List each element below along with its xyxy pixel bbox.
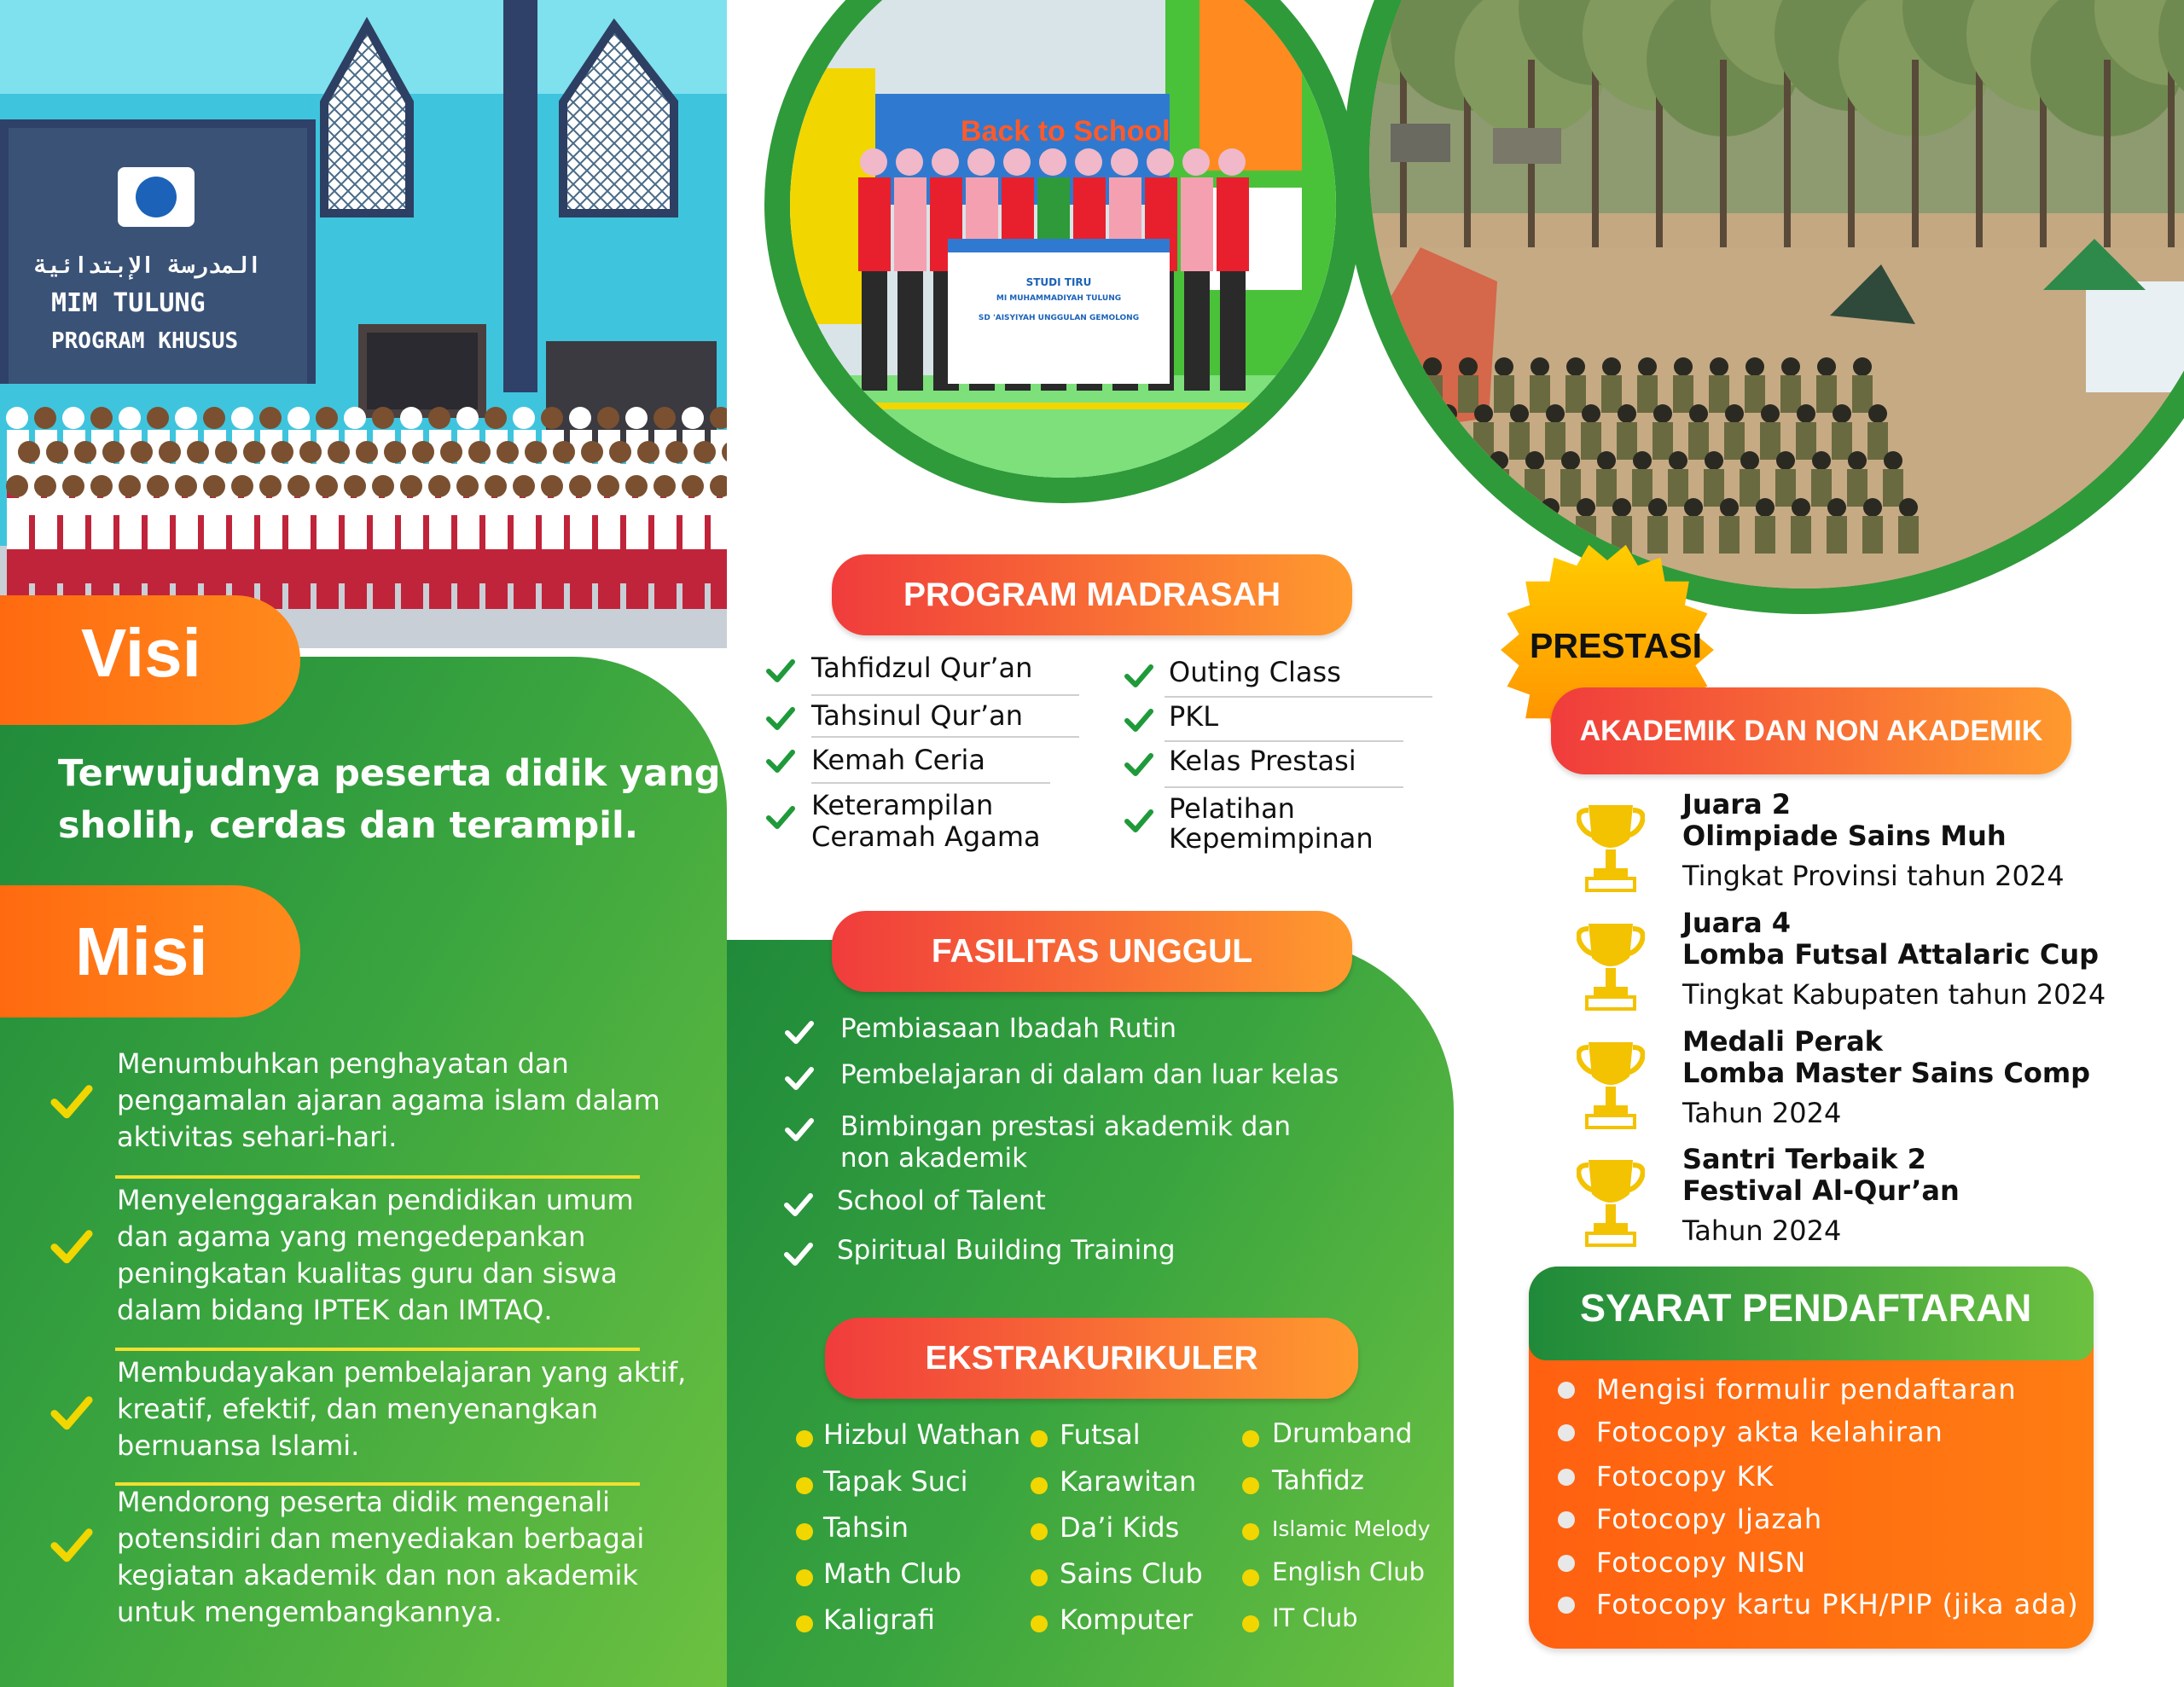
bullet-dot — [1031, 1569, 1048, 1586]
ekstrakurikuler-item: Tapak Suci — [823, 1465, 968, 1498]
bullet-dot — [1558, 1597, 1575, 1614]
trophy-icon — [1577, 800, 1645, 892]
trophy-icon — [1577, 1037, 1645, 1129]
banner-line-2: MI MUHAMMADIYAH TULUNG — [996, 294, 1122, 303]
ekstrakurikuler-item: Hizbul Wathan — [823, 1418, 1021, 1451]
bullet-dot — [1031, 1615, 1048, 1632]
prestasi-event: Lomba Futsal Attalaric Cup — [1682, 938, 2099, 971]
misi-item-line: Menyelenggarakan pendidikan umum — [117, 1184, 634, 1216]
program-check-icon — [1124, 704, 1154, 735]
prestasi-detail: Tahun 2024 — [1682, 1097, 1842, 1129]
program-check-icon — [765, 802, 796, 832]
svg-text:ﺍﻟﻤﺪﺭﺳﺔ ﺍﻹﺑﺘﺪﺍﺋﻴﺔ: ﺍﻟﻤﺪﺭﺳﺔ ﺍﻹﺑﺘﺪﺍﺋﻴﺔ — [34, 253, 262, 279]
ekstrakurikuler-item: Futsal — [1060, 1418, 1141, 1451]
school-photo-illustration — [0, 0, 727, 648]
fasilitas-check-icon — [784, 1063, 815, 1093]
misi-item-line: kreatif, efektif, dan menyenangkan — [117, 1393, 599, 1425]
trophy-icon — [1577, 1155, 1645, 1247]
prestasi-event: Olimpiade Sains Muh — [1682, 820, 2007, 852]
misi-item-line: Mendorong peserta didik mengenali — [117, 1486, 611, 1518]
program-check-icon — [1124, 805, 1154, 836]
misi-divider — [115, 1348, 640, 1351]
ekstrakurikuler-item: English Club — [1272, 1557, 1426, 1586]
program-item: PKL — [1169, 700, 1219, 733]
program-check-icon — [1124, 749, 1154, 780]
program-madrasah-header: PROGRAM MADRASAH — [832, 554, 1352, 635]
ekstrakurikuler-item: Komputer — [1060, 1603, 1194, 1636]
misi-item-line: peningkatan kualitas guru dan siswa — [117, 1257, 618, 1290]
syarat-item: Fotocopy NISN — [1596, 1546, 1807, 1579]
bullet-dot — [1558, 1555, 1575, 1572]
misi-item-line: kegiatan akademik dan non akademik — [117, 1559, 638, 1591]
program-divider — [1165, 696, 1432, 698]
school-photo — [0, 0, 727, 648]
program-item: Tahfidzul Qur’an — [811, 652, 1033, 684]
prestasi-event: Lomba Master Sains Comp — [1682, 1057, 2091, 1089]
fasilitas-check-icon — [784, 1017, 815, 1047]
misi-divider — [115, 1482, 640, 1486]
fasilitas-item: School of Talent — [837, 1186, 1046, 1216]
program-divider — [1165, 786, 1403, 788]
scout-camp-photo — [1369, 0, 2184, 588]
ekstrakurikuler-item: Islamic Melody — [1272, 1516, 1431, 1541]
misi-item-line: dalam bidang IPTEK dan IMTAQ. — [117, 1294, 553, 1326]
program-check-icon — [1124, 660, 1154, 691]
program-item: Kepemimpinan — [1169, 822, 1374, 855]
prestasi-title: Juara 4 — [1682, 907, 1792, 939]
program-item: Keterampilan — [811, 789, 994, 821]
prestasi-badge-label: PRESTASI — [1530, 626, 1702, 665]
fasilitas-item: Spiritual Building Training — [837, 1235, 1176, 1266]
misi-check-icon — [49, 1079, 94, 1123]
bullet-dot — [1242, 1430, 1259, 1447]
program-check-icon — [765, 745, 796, 776]
misi-item-line: pengamalan ajaran agama islam dalam — [117, 1084, 660, 1116]
bullet-dot — [1031, 1477, 1048, 1494]
ekstrakurikuler-item: Drumband — [1272, 1418, 1413, 1449]
misi-check-icon — [49, 1390, 94, 1435]
syarat-item: Fotocopy kartu PKH/PIP (jika ada) — [1596, 1588, 2079, 1620]
banner-line-1: STUDI TIRU — [1025, 276, 1092, 288]
bullet-dot — [1242, 1615, 1259, 1632]
syarat-title: SYARAT PENDAFTARAN — [1580, 1286, 2032, 1330]
prestasi-title: Medali Perak — [1682, 1025, 1883, 1058]
prestasi-title: Santri Terbaik 2 — [1682, 1143, 1926, 1175]
misi-item-line: aktivitas sehari-hari. — [117, 1121, 398, 1153]
program-divider — [811, 782, 1050, 784]
prestasi-title: Juara 2 — [1682, 788, 1792, 820]
ekstrakurikuler-item: Tahsin — [823, 1511, 909, 1544]
program-check-icon — [765, 703, 796, 733]
bullet-dot — [796, 1430, 813, 1447]
misi-item-line: bernuansa Islami. — [117, 1429, 360, 1462]
prestasi-detail: Tahun 2024 — [1682, 1215, 1842, 1247]
visi-text-line-2: sholih, cerdas dan terampil. — [58, 804, 639, 847]
visi-heading: Visi — [81, 615, 201, 691]
bullet-dot — [796, 1523, 813, 1540]
ekstrakurikuler-item: Kaligrafi — [823, 1603, 936, 1636]
prestasi-detail: Tingkat Provinsi tahun 2024 — [1682, 860, 2065, 892]
fasilitas-header: FASILITAS UNGGUL — [832, 911, 1352, 992]
bullet-dot — [1242, 1477, 1259, 1494]
bullet-dot — [1031, 1523, 1048, 1540]
bullet-dot — [1558, 1511, 1575, 1528]
program-item: Kemah Ceria — [811, 744, 985, 776]
misi-item-line: untuk mengembangkannya. — [117, 1596, 502, 1628]
bullet-dot — [1242, 1523, 1259, 1540]
program-item: Pelatihan — [1169, 792, 1295, 825]
misi-item-line: dan agama yang mengedepankan — [117, 1220, 586, 1253]
misi-heading: Misi — [75, 913, 208, 989]
program-divider — [811, 736, 1079, 738]
ekstrakurikuler-item: IT Club — [1272, 1603, 1358, 1632]
syarat-item: Fotocopy KK — [1596, 1460, 1774, 1493]
ekstrakurikuler-item: Math Club — [823, 1557, 962, 1590]
fasilitas-check-icon — [783, 1189, 814, 1220]
banner-title: Back to School — [961, 115, 1170, 148]
syarat-item: Mengisi formulir pendaftaran — [1596, 1373, 2017, 1406]
misi-item-line: Menumbuhkan penghayatan dan — [117, 1047, 569, 1080]
misi-item-line: Membudayakan pembelajaran yang aktif, — [117, 1356, 687, 1388]
ekstrakurikuler-header: EKSTRAKURIKULER — [825, 1318, 1358, 1399]
misi-check-icon — [49, 1522, 94, 1567]
misi-divider — [115, 1175, 640, 1179]
fasilitas-item: Pembelajaran di dalam dan luar kelas — [840, 1059, 1339, 1090]
misi-check-icon — [49, 1224, 94, 1268]
program-item: Tahsinul Qur’an — [811, 699, 1024, 732]
syarat-item: Fotocopy akta kelahiran — [1596, 1416, 1943, 1448]
bullet-dot — [796, 1569, 813, 1586]
bullet-dot — [1558, 1382, 1575, 1399]
akademik-subtitle: AKADEMIK DAN NON AKADEMIK — [1551, 687, 2071, 774]
ekstrakurikuler-item: Tahfidz — [1272, 1465, 1364, 1496]
bullet-dot — [796, 1477, 813, 1494]
trophy-icon — [1577, 919, 1645, 1011]
ekstrakurikuler-item: Da’i Kids — [1060, 1511, 1180, 1544]
program-divider — [1165, 740, 1403, 742]
program-item: Ceramah Agama — [811, 820, 1041, 853]
fasilitas-item: non akademik — [840, 1143, 1028, 1174]
sign-line-1: MIM TULUNG — [51, 288, 206, 318]
fasilitas-check-icon — [784, 1114, 815, 1145]
bullet-dot — [1242, 1569, 1259, 1586]
prestasi-detail: Tingkat Kabupaten tahun 2024 — [1682, 978, 2106, 1011]
syarat-item: Fotocopy Ijazah — [1596, 1503, 1823, 1535]
bullet-dot — [1031, 1430, 1048, 1447]
bullet-dot — [796, 1615, 813, 1632]
fasilitas-item: Pembiasaan Ibadah Rutin — [840, 1013, 1176, 1044]
misi-item-line: potensidiri dan menyediakan berbagai — [117, 1522, 645, 1555]
fasilitas-item: Bimbingan prestasi akademik dan — [840, 1111, 1292, 1142]
banner-line-3: SD 'AISYIYAH UNGGULAN GEMOLONG — [978, 314, 1140, 322]
fasilitas-check-icon — [783, 1238, 814, 1269]
visi-text-line-1: Terwujudnya peserta didik yang — [58, 752, 721, 795]
bullet-dot — [1558, 1469, 1575, 1486]
sign-line-2: PROGRAM KHUSUS — [51, 328, 239, 354]
bullet-dot — [1558, 1424, 1575, 1441]
ekstrakurikuler-item: Karawitan — [1060, 1465, 1197, 1498]
program-check-icon — [765, 655, 796, 686]
ekstrakurikuler-item: Sains Club — [1060, 1557, 1203, 1590]
program-divider — [811, 694, 1079, 696]
program-item: Outing Class — [1169, 656, 1341, 688]
prestasi-event: Festival Al-Qur’an — [1682, 1174, 1960, 1207]
program-item: Kelas Prestasi — [1169, 745, 1356, 777]
